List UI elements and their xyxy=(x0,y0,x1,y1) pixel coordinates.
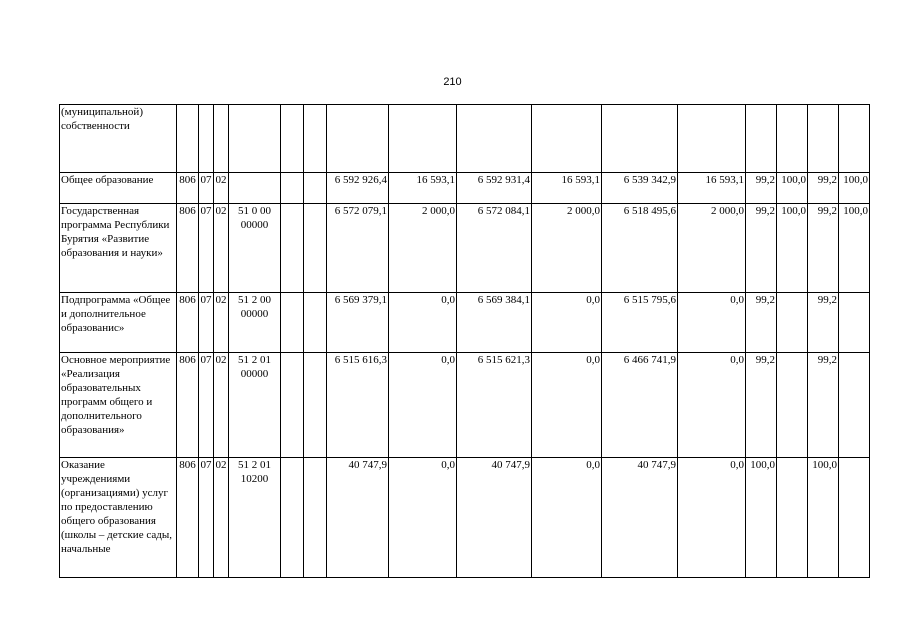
percent-cell-3: 99,2 xyxy=(808,204,839,293)
expense-type-code-cell xyxy=(281,204,304,293)
table-row xyxy=(60,293,870,353)
name-cell: Оказание учреждениями (организациями) услуг по предоставлению общего образования (школы – детские сады, начальные xyxy=(60,458,177,578)
percent-cell-1: 99,2 xyxy=(746,173,777,204)
empty-cell xyxy=(304,173,327,204)
value-cell-2: 0,0 xyxy=(389,293,457,353)
percent-cell-3: 99,2 xyxy=(808,173,839,204)
expense-type-code-cell xyxy=(281,173,304,204)
value-cell-6: 16 593,1 xyxy=(678,173,746,204)
value-cell-4: 2 000,0 xyxy=(532,204,602,293)
value-cell-5: 6 518 495,6 xyxy=(602,204,678,293)
value-cell-3 xyxy=(457,105,532,173)
percent-cell-3: 99,2 xyxy=(808,353,839,458)
value-cell-1 xyxy=(327,105,389,173)
percent-cell-2 xyxy=(777,105,808,173)
section-code-cell: 07 xyxy=(199,204,214,293)
empty-cell xyxy=(304,105,327,173)
ministry-code-cell: 806 xyxy=(177,173,199,204)
percent-cell-1: 99,2 xyxy=(746,204,777,293)
percent-cell-4 xyxy=(839,458,870,578)
value-cell-2: 0,0 xyxy=(389,458,457,578)
percent-cell-4 xyxy=(839,105,870,173)
percent-cell-3: 100,0 xyxy=(808,458,839,578)
name-cell: Общее образование xyxy=(60,173,177,204)
subsection-code-cell: 02 xyxy=(214,173,229,204)
subsection-code-cell: 02 xyxy=(214,353,229,458)
percent-cell-4 xyxy=(839,353,870,458)
value-cell-6 xyxy=(678,105,746,173)
empty-cell xyxy=(304,353,327,458)
table-row xyxy=(60,105,870,173)
ministry-code-cell: 806 xyxy=(177,458,199,578)
percent-cell-4 xyxy=(839,293,870,353)
target-item-code-cell xyxy=(229,105,281,173)
ministry-code-cell: 806 xyxy=(177,353,199,458)
table-row xyxy=(60,353,870,458)
section-code-cell xyxy=(199,105,214,173)
value-cell-1: 6 515 616,3 xyxy=(327,353,389,458)
expense-type-code-cell xyxy=(281,105,304,173)
value-cell-1: 6 592 926,4 xyxy=(327,173,389,204)
value-cell-5: 6 539 342,9 xyxy=(602,173,678,204)
section-code-cell: 07 xyxy=(199,293,214,353)
percent-cell-2 xyxy=(777,293,808,353)
page-number: 210 xyxy=(443,76,462,88)
value-cell-2: 0,0 xyxy=(389,353,457,458)
percent-cell-4: 100,0 xyxy=(839,204,870,293)
value-cell-5: 6 515 795,6 xyxy=(602,293,678,353)
value-cell-4: 16 593,1 xyxy=(532,173,602,204)
value-cell-5 xyxy=(602,105,678,173)
name-cell: Подпрограмма «Общее и дополнительное образованис» xyxy=(60,293,177,353)
value-cell-5: 40 747,9 xyxy=(602,458,678,578)
value-cell-3: 6 569 384,1 xyxy=(457,293,532,353)
percent-cell-2 xyxy=(777,458,808,578)
expense-type-code-cell xyxy=(281,353,304,458)
value-cell-3: 6 572 084,1 xyxy=(457,204,532,293)
target-item-code-cell: 51 2 01 10200 xyxy=(229,458,281,578)
target-item-code-cell: 51 2 00 00000 xyxy=(229,293,281,353)
percent-cell-1 xyxy=(746,105,777,173)
empty-cell xyxy=(304,293,327,353)
value-cell-1: 40 747,9 xyxy=(327,458,389,578)
section-code-cell: 07 xyxy=(199,458,214,578)
percent-cell-2: 100,0 xyxy=(777,204,808,293)
percent-cell-2 xyxy=(777,353,808,458)
section-code-cell: 07 xyxy=(199,353,214,458)
ministry-code-cell: 806 xyxy=(177,204,199,293)
value-cell-5: 6 466 741,9 xyxy=(602,353,678,458)
ministry-code-cell: 806 xyxy=(177,293,199,353)
ministry-code-cell xyxy=(177,105,199,173)
name-cell: (муниципальной) собственности xyxy=(60,105,177,173)
percent-cell-3 xyxy=(808,105,839,173)
value-cell-2: 16 593,1 xyxy=(389,173,457,204)
table-row xyxy=(60,204,870,293)
percent-cell-1: 99,2 xyxy=(746,353,777,458)
value-cell-4: 0,0 xyxy=(532,458,602,578)
table-row xyxy=(60,173,870,204)
expense-type-code-cell xyxy=(281,458,304,578)
percent-cell-1: 99,2 xyxy=(746,293,777,353)
subsection-code-cell: 02 xyxy=(214,293,229,353)
value-cell-6: 2 000,0 xyxy=(678,204,746,293)
value-cell-4 xyxy=(532,105,602,173)
value-cell-3: 40 747,9 xyxy=(457,458,532,578)
value-cell-6: 0,0 xyxy=(678,353,746,458)
value-cell-6: 0,0 xyxy=(678,293,746,353)
percent-cell-3: 99,2 xyxy=(808,293,839,353)
value-cell-1: 6 572 079,1 xyxy=(327,204,389,293)
value-cell-2: 2 000,0 xyxy=(389,204,457,293)
subsection-code-cell xyxy=(214,105,229,173)
value-cell-3: 6 592 931,4 xyxy=(457,173,532,204)
value-cell-6: 0,0 xyxy=(678,458,746,578)
section-code-cell: 07 xyxy=(199,173,214,204)
subsection-code-cell: 02 xyxy=(214,458,229,578)
name-cell: Основное мероприятие «Реализация образовательных программ общего и дополнительного образования» xyxy=(60,353,177,458)
target-item-code-cell: 51 2 01 00000 xyxy=(229,353,281,458)
target-item-code-cell: 51 0 00 00000 xyxy=(229,204,281,293)
empty-cell xyxy=(304,204,327,293)
subsection-code-cell: 02 xyxy=(214,204,229,293)
value-cell-2 xyxy=(389,105,457,173)
target-item-code-cell xyxy=(229,173,281,204)
table-row xyxy=(60,458,870,578)
value-cell-4: 0,0 xyxy=(532,353,602,458)
value-cell-3: 6 515 621,3 xyxy=(457,353,532,458)
value-cell-1: 6 569 379,1 xyxy=(327,293,389,353)
budget-table xyxy=(59,104,870,578)
value-cell-4: 0,0 xyxy=(532,293,602,353)
percent-cell-4: 100,0 xyxy=(839,173,870,204)
expense-type-code-cell xyxy=(281,293,304,353)
percent-cell-2: 100,0 xyxy=(777,173,808,204)
percent-cell-1: 100,0 xyxy=(746,458,777,578)
empty-cell xyxy=(304,458,327,578)
name-cell: Государственная программа Республики Бурятия «Развитие образования и науки» xyxy=(60,204,177,293)
